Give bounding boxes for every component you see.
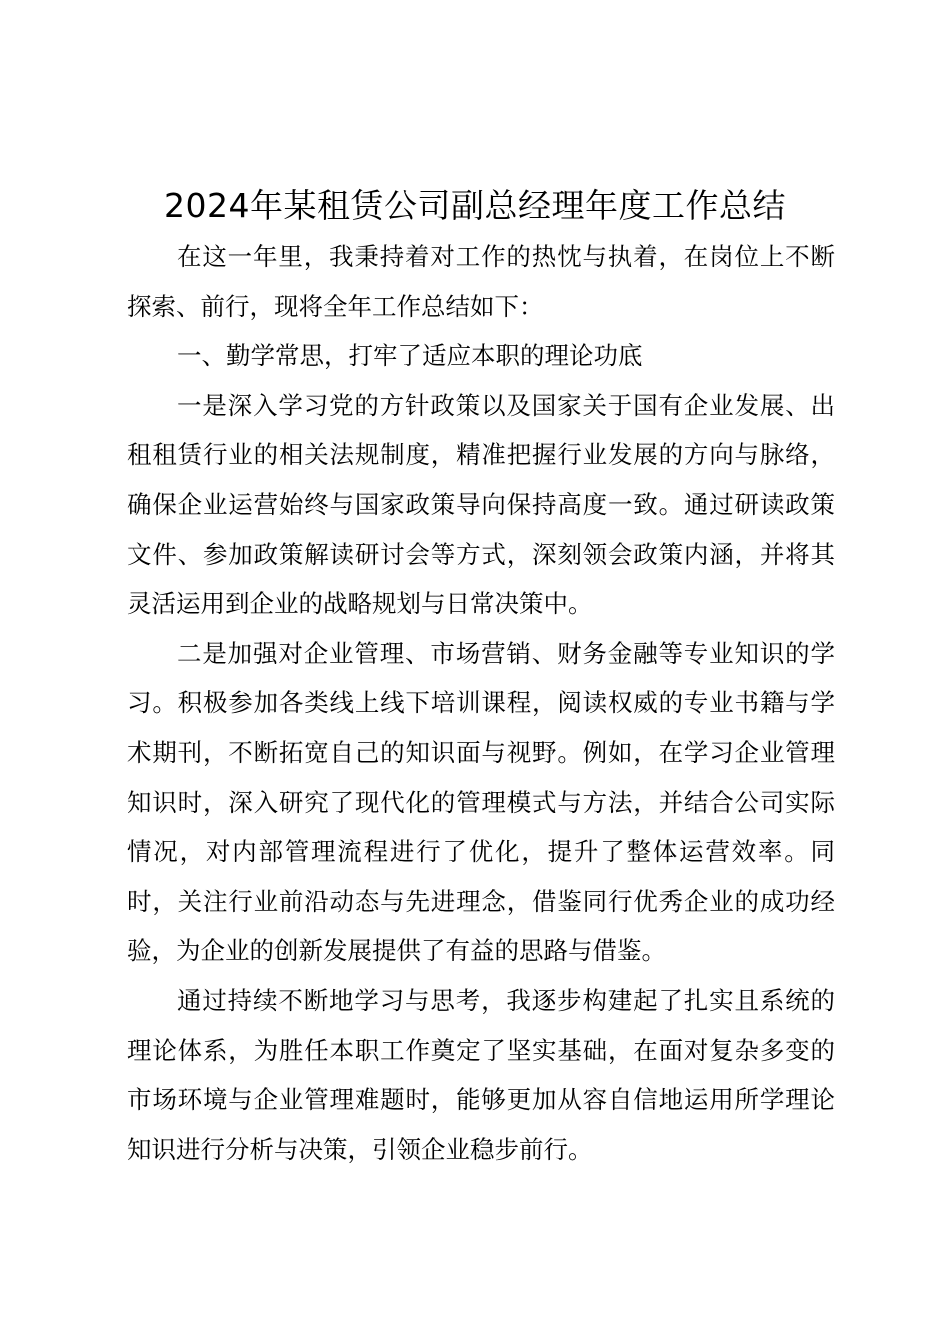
paragraph-summary: 通过持续不断地学习与思考，我逐步构建起了扎实且系统的理论体系，为胜任本职工作奠定了坚实基础，在面对复杂多变的市场环境与企业管理难题时，能够更加从容自信地运用所学理论知识进行分析与决策，引领企业稳步前行。 — [127, 985, 835, 1164]
paragraph-study-policy: 一是深入学习党的方针政策以及国家关于国有企业发展、出租租赁行业的相关法规制度，精准把握行业发展的方向与脉络，确保企业运营始终与国家政策导向保持高度一致。通过研读政策文件、参加政策解读研讨会等方式，深刻领会政策内涵，并将其灵活运用到企业的战略规划与日常决策中。 — [127, 390, 835, 619]
paragraph-intro: 在这一年里，我秉持着对工作的热忱与执着，在岗位上不断探索、前行，现将全年工作总结如下： — [127, 242, 835, 321]
document-body — [127, 232, 835, 1174]
section-heading-1: 一、勤学常思，打牢了适应本职的理论功底 — [177, 341, 643, 371]
document-title: 2024年某租赁公司副总经理年度工作总结 — [164, 186, 786, 225]
paragraph-study-professional: 二是加强对企业管理、市场营销、财务金融等专业知识的学习。积极参加各类线上线下培训课程，阅读权威的专业书籍与学术期刊，不断拓宽自己的知识面与视野。例如，在学习企业管理知识时，深入研究了现代化的管理模式与方法，并结合公司实际情况，对内部管理流程进行了优化，提升了整体运营效率。同时，关注行业前沿动态与先进理念，借鉴同行优秀企业的成功经验，为企业的创新发展提供了有益的思路与借鉴。 — [127, 638, 835, 966]
